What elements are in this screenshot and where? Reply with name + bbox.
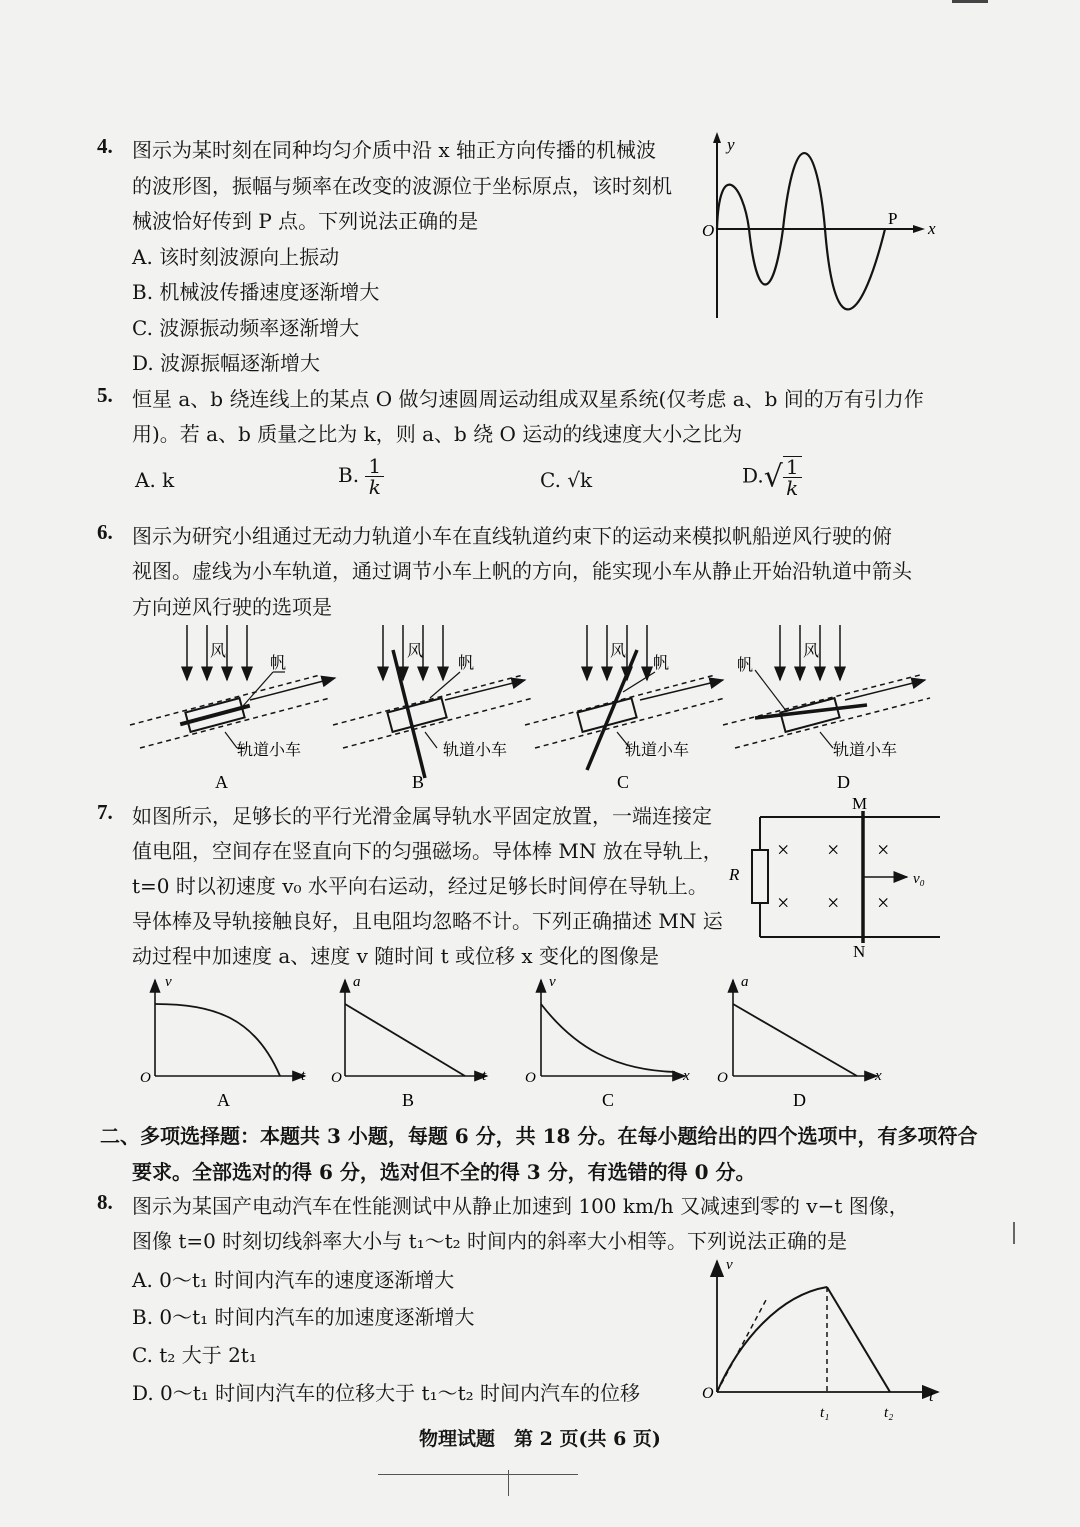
q4-y-arrow-icon — [713, 132, 721, 143]
q7-graph-d-option-label: D — [793, 1090, 806, 1110]
q7-graph-a — [140, 974, 306, 1110]
q7-graph-d-y-label: a — [741, 974, 749, 990]
q8-option-a: A. 0～t₁ 时间内汽车的速度逐渐增大 — [132, 1268, 455, 1292]
q5-option-b-prefix: B. — [338, 463, 360, 487]
q7-line-3: t=0 时以初速度 v₀ 水平向右运动，经过足够长时间停在导轨上。 — [132, 874, 708, 898]
q8-vt-figure — [700, 1255, 950, 1425]
q6-sail-label-d: 帆 — [737, 657, 754, 674]
q7-label-n: N — [853, 942, 866, 961]
q6-cart-label-d: 轨道小车 — [833, 742, 898, 759]
q6-panel-b — [333, 625, 533, 792]
q7-graph-a-curve — [155, 1004, 280, 1076]
q6-number: 6. — [97, 520, 113, 544]
q5-number: 5. — [97, 383, 113, 407]
q7-graph-d-line — [733, 1004, 857, 1076]
q7-line-2: 值电阻，空间存在竖直向下的匀强磁场。导体棒 MN 放在导轨上， — [132, 839, 723, 863]
q7-graphs — [135, 968, 905, 1113]
q5-option-d — [742, 456, 802, 498]
q4-option-c: C. 波源振动频率逐渐增大 — [132, 316, 360, 340]
q5-option-b-fraction — [365, 456, 384, 497]
q4-wave-figure — [695, 128, 955, 323]
q4-point-p-label: P — [888, 209, 898, 228]
q8-line-2: 图像 t=0 时刻切线斜率大小与 t₁～t₂ 时间内的斜率大小相等。下列说法正确的是 — [132, 1229, 848, 1253]
q6-wind-label-d: 风 — [803, 643, 820, 660]
q6-wind-label-b: 风 — [407, 643, 424, 660]
q8-option-b: B. 0～t₁ 时间内汽车的加速度逐渐增大 — [132, 1305, 475, 1329]
q5-option-a: A. k — [135, 468, 175, 492]
q6-cart-label-b: 轨道小车 — [443, 742, 508, 759]
q6-sail-label-c: 帆 — [653, 655, 670, 672]
q7-field-mark: × — [827, 837, 840, 862]
q7-graph-b — [331, 974, 487, 1110]
q7-label-r: R — [729, 865, 740, 884]
q8-x-label: t — [929, 1388, 934, 1405]
q4-option-d: D. 波源振幅逐渐增大 — [132, 351, 321, 375]
q6-panel-d — [723, 625, 930, 792]
q7-graph-b-y-label: a — [353, 974, 361, 990]
footer-tick — [508, 1470, 509, 1496]
q7-graph-d-origin: O — [717, 1070, 728, 1086]
q4-line-2: 的波形图，振幅与频率在改变的波源位于坐标原点，该时刻机 — [132, 174, 672, 198]
q4-number: 4. — [97, 134, 113, 158]
section2-heading-line-1: 二、多项选择题：本题共 3 小题，每题 6 分，共 18 分。在每小题给出的四个选项中，有多项符合 — [100, 1124, 978, 1148]
q5-line-2: 用)。若 a、b 质量之比为 k，则 a、b 绕 O 运动的线速度大小之比为 — [132, 422, 743, 446]
q7-resistor — [752, 850, 768, 903]
q7-graph-a-y-label: v — [165, 974, 172, 990]
q8-option-c: C. t₂ 大于 2t₁ — [132, 1343, 257, 1367]
q7-field-mark: × — [877, 837, 890, 862]
q6-option-label-d: D — [837, 772, 850, 792]
q7-label-v0: v₀ — [913, 871, 925, 887]
q4-wave-curve — [717, 153, 885, 309]
q8-t1-label: t₁ — [820, 1405, 830, 1421]
q6-option-label-c: C — [617, 772, 630, 792]
q4-line-3: 械波恰好传到 P 点。下列说法正确的是 — [132, 209, 479, 233]
q7-graph-b-origin: O — [331, 1070, 342, 1086]
q6-panel-c — [525, 625, 725, 792]
q4-y-label: y — [727, 135, 735, 154]
q5-option-b-denominator: k — [368, 475, 381, 499]
q7-field-mark: × — [777, 837, 790, 862]
q6-sail-label-a: 帆 — [270, 655, 287, 672]
q7-line-4: 导体棒及导轨接触良好，且电阻均忽略不计。下列正确描述 MN 运 — [132, 909, 723, 933]
q8-y-label: v — [726, 1257, 733, 1273]
q7-label-m: M — [852, 795, 868, 813]
q6-line-3: 方向逆风行驶的选项是 — [132, 595, 332, 619]
q7-graph-b-x-label: t — [482, 1068, 487, 1084]
q6-cart-label-a: 轨道小车 — [237, 742, 302, 759]
q4-x-label: x — [928, 219, 936, 238]
q5-option-b — [338, 456, 384, 497]
q7-graph-b-line — [345, 1004, 465, 1076]
q8-accel-curve — [717, 1287, 827, 1392]
q7-graph-c-y-label: v — [549, 974, 556, 990]
q5-option-c: C. √k — [540, 468, 593, 492]
q5-option-d-prefix: D. — [742, 463, 764, 488]
q7-graph-a-x-label: t — [301, 1068, 306, 1084]
q8-decel-line — [827, 1287, 890, 1392]
q7-graph-c-x-label: x — [683, 1068, 690, 1084]
q7-graph-c — [525, 974, 690, 1110]
q6-sail-figures — [125, 620, 945, 795]
q7-graph-a-option-label: A — [217, 1090, 230, 1110]
q4-line-1: 图示为某时刻在同种均匀介质中沿 x 轴正方向传播的机械波 — [132, 138, 656, 162]
q7-number: 7. — [97, 800, 113, 824]
q7-graph-d-x-label: x — [875, 1068, 882, 1084]
q6-option-label-a: A — [215, 772, 228, 792]
top-corner-mark — [952, 0, 988, 3]
q7-graph-b-option-label: B — [402, 1090, 415, 1110]
q6-line-1: 图示为研究小组通过无动力轨道小车在直线轨道约束下的运动来模拟帆船逆风行驶的俯 — [132, 524, 892, 548]
q6-cart-label-c: 轨道小车 — [625, 742, 690, 759]
q6-sail-label-b: 帆 — [458, 655, 475, 672]
q6-wind-label-a: 风 — [210, 643, 227, 660]
q7-circuit-figure — [725, 795, 955, 965]
q6-line-2: 视图。虚线为小车轨道，通过调节小车上帆的方向，能实现小车从静止开始沿轨道中箭头 — [132, 559, 912, 583]
q8-line-1: 图示为某国产电动汽车在性能测试中从静止加速到 100 km/h 又减速到零的 v−t 图像， — [132, 1194, 909, 1218]
q5-option-b-numerator: 1 — [365, 456, 384, 477]
q6-wind-label-c: 风 — [610, 643, 627, 660]
q5-sqrt-icon: √ — [763, 459, 783, 495]
q4-option-b: B. 机械波传播速度逐渐增大 — [132, 280, 380, 304]
page-footer: 物理试题 第 2 页(共 6 页) — [419, 1428, 661, 1450]
q7-graph-c-curve — [541, 1004, 675, 1072]
q6-panel-a — [130, 625, 335, 792]
q7-field-marks — [777, 837, 889, 915]
q7-field-mark: × — [877, 890, 890, 915]
q7-graph-d — [717, 974, 882, 1110]
q5-option-d-denominator: k — [786, 476, 799, 500]
q8-number: 8. — [97, 1190, 113, 1214]
q6-option-label-b: B — [412, 772, 425, 792]
q4-origin-label: O — [702, 221, 715, 240]
q5-line-1: 恒星 a、b 绕连线上的某点 O 做匀速圆周运动组成双星系统(仅考虑 a、b 间的万有引力作 — [132, 387, 924, 411]
q7-line-1: 如图所示，足够长的平行光滑金属导轨水平固定放置，一端连接定 — [132, 804, 712, 828]
section2-heading-line-2: 要求。全部选对的得 6 分，选对但不全的得 3 分，有选错的得 0 分。 — [132, 1160, 756, 1184]
footer-divider — [378, 1474, 578, 1475]
q8-t2-label: t₂ — [884, 1405, 894, 1421]
q7-line-5: 动过程中加速度 a、速度 v 随时间 t 或位移 x 变化的图像是 — [132, 944, 660, 968]
q4-x-arrow-icon — [913, 225, 925, 233]
q5-option-d-fraction — [783, 456, 802, 498]
q8-origin-label: O — [702, 1385, 714, 1402]
q7-field-mark: × — [827, 890, 840, 915]
q7-graph-c-option-label: C — [602, 1090, 615, 1110]
q8-option-d: D. 0～t₁ 时间内汽车的位移大于 t₁～t₂ 时间内汽车的位移 — [132, 1381, 640, 1405]
q4-option-a: A. 该时刻波源向上振动 — [132, 245, 340, 269]
q7-field-mark: × — [777, 890, 790, 915]
q7-graph-a-origin: O — [140, 1070, 151, 1086]
q7-graph-c-origin: O — [525, 1070, 536, 1086]
margin-mark — [1013, 1222, 1015, 1244]
q5-option-d-numerator: 1 — [783, 457, 802, 478]
